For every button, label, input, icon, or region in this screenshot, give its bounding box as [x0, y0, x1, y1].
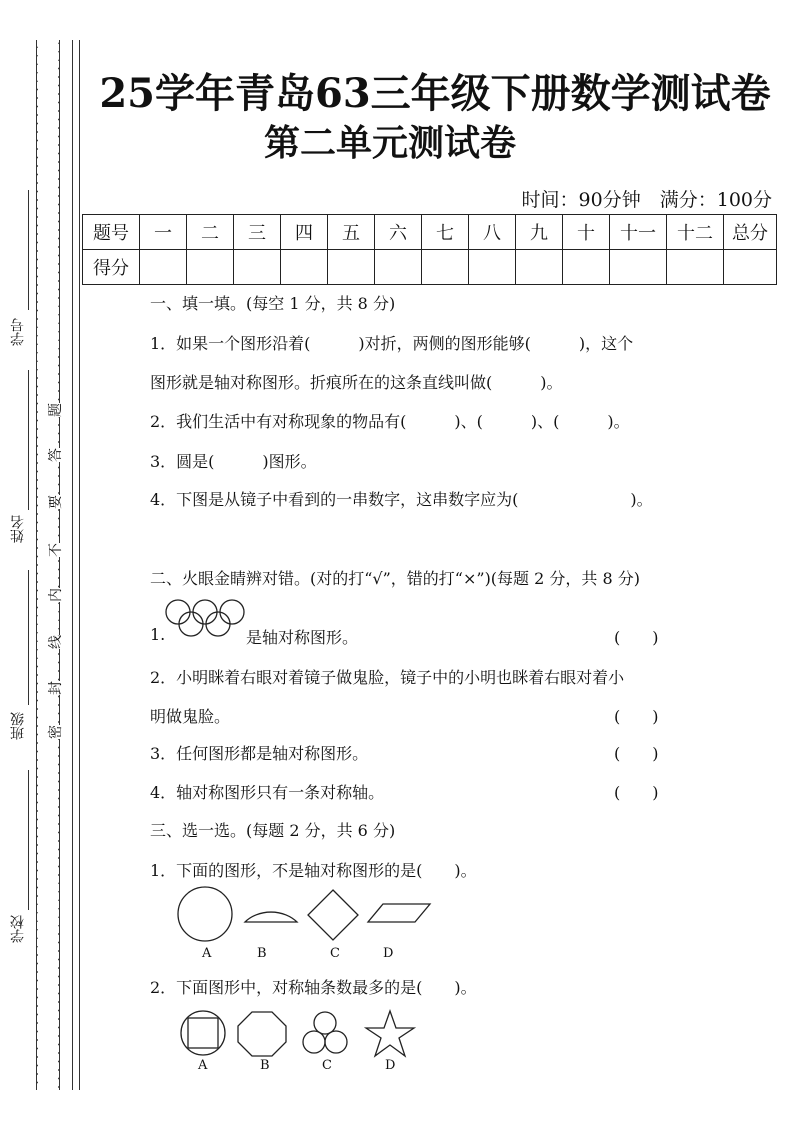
section2-q2-line1: 2．小明眯着右眼对着镜子做鬼脸，镜子中的小明也眯着右眼对着小 [150, 668, 625, 687]
section1-q1-line2: 图形就是轴对称图形。折痕所在的这条直线叫做( )。 [150, 373, 563, 392]
seal-char: 内 [45, 588, 65, 602]
answer-paren[interactable]: ( ) [614, 628, 659, 647]
margin-line [79, 40, 80, 1090]
class-label: 班级 [10, 712, 26, 740]
column-header: 七 [422, 215, 469, 250]
answer-paren[interactable]: ( ) [614, 783, 659, 802]
q2-shapes [178, 1008, 423, 1060]
section2-heading: 二、火眼金睛辨对错。(对的打“√”，错的打“×”)(每题 2 分，共 8 分) [150, 569, 640, 588]
answer-paren[interactable]: ( ) [614, 707, 659, 726]
score-cell[interactable] [281, 250, 328, 285]
seal-char: 要 [45, 495, 65, 509]
section2-q2-line2: 明做鬼脸。 [150, 707, 231, 726]
column-header: 二 [187, 215, 234, 250]
column-header: 一 [140, 215, 187, 250]
section1-heading: 一、填一填。(每空 1 分，共 8 分) [150, 294, 396, 313]
name-label: 姓名 [10, 515, 26, 543]
section2-q4: 4．轴对称图形只有一条对称轴。 [150, 783, 385, 802]
answer-paren[interactable]: ( ) [614, 744, 659, 763]
diamond-shape [308, 890, 358, 940]
column-header: 九 [516, 215, 563, 250]
page-subtitle: 第二单元测试卷 [263, 122, 516, 164]
score-header-row [83, 215, 777, 250]
q1-shapes [175, 882, 435, 947]
option-label: A [198, 1058, 208, 1073]
header-label: 题号 [83, 215, 140, 250]
option-label: A [202, 946, 212, 961]
semicircle-shape [245, 912, 297, 922]
section1-q1-line1: 1．如果一个图形沿着( )对折，两侧的图形能够( )，这个 [150, 334, 634, 353]
seal-char: 线 [45, 635, 65, 649]
section1-q3: 3．圆是( )图形。 [150, 452, 317, 471]
class-blank[interactable] [28, 570, 29, 705]
score-cell[interactable] [516, 250, 563, 285]
column-header: 四 [281, 215, 328, 250]
seal-char: 密 [45, 725, 65, 739]
score-cell[interactable] [563, 250, 610, 285]
column-header: 三 [234, 215, 281, 250]
margin-line [72, 40, 73, 1090]
column-header: 八 [469, 215, 516, 250]
column-header: 五 [328, 215, 375, 250]
column-header: 六 [375, 215, 422, 250]
school-label: 学校 [10, 915, 26, 943]
option-label: C [322, 1058, 332, 1073]
option-label: B [257, 946, 267, 961]
octagon-shape [238, 1012, 286, 1056]
score-cell[interactable] [469, 250, 516, 285]
section3-q1: 1．下面的图形，不是轴对称图形的是( )。 [150, 861, 477, 880]
score-cell[interactable] [328, 250, 375, 285]
column-header: 十 [563, 215, 610, 250]
score-cell[interactable] [422, 250, 469, 285]
star-shape [366, 1011, 414, 1056]
student-id-label: 学号 [10, 318, 26, 346]
binding-margin [0, 0, 90, 1130]
score-row [83, 250, 777, 285]
section2-q1-number: 1. [150, 625, 166, 644]
score-cell[interactable] [610, 250, 667, 285]
school-blank[interactable] [28, 770, 29, 910]
section1-q2: 2．我们生活中有对称现象的物品有( )、( )、( )。 [150, 412, 630, 431]
seal-char: 答 [45, 448, 65, 462]
section3-heading: 三、选一选。(每题 2 分，共 6 分) [150, 821, 396, 840]
option-label: B [260, 1058, 270, 1073]
option-label: D [383, 946, 394, 961]
seal-char: 题 [45, 403, 65, 417]
name-blank[interactable] [28, 370, 29, 510]
score-cell[interactable] [667, 250, 724, 285]
parallelogram-shape [368, 904, 430, 922]
score-cell[interactable] [187, 250, 234, 285]
option-label: D [385, 1058, 396, 1073]
section2-q1: 是轴对称图形。 [246, 628, 359, 647]
section3-q2: 2．下面图形中，对称轴条数最多的是( )。 [150, 978, 477, 997]
hatched-border [36, 40, 60, 1090]
time-score-info: 时间：90分钟 满分：100分 [521, 189, 772, 211]
score-table [82, 214, 777, 285]
row-label: 得分 [83, 250, 140, 285]
column-header: 十一 [610, 215, 667, 250]
column-header: 总分 [724, 215, 777, 250]
circle-shape [178, 887, 232, 941]
section1-q4: 4．下图是从镜子中看到的一串数字，这串数字应为( )。 [150, 490, 653, 509]
score-cell[interactable] [234, 250, 281, 285]
option-label: C [330, 946, 340, 961]
seal-char: 封 [45, 681, 65, 695]
seal-char: 不 [45, 543, 65, 557]
score-cell[interactable] [724, 250, 777, 285]
column-header: 十二 [667, 215, 724, 250]
section2-q3: 3．任何图形都是轴对称图形。 [150, 744, 369, 763]
three-circles [314, 1012, 336, 1034]
score-cell[interactable] [375, 250, 422, 285]
score-cell[interactable] [140, 250, 187, 285]
student-id-blank[interactable] [28, 190, 29, 310]
olympic-rings-figure [160, 598, 250, 638]
page-title: 25学年青岛63三年级下册数学测试卷 [99, 70, 771, 117]
